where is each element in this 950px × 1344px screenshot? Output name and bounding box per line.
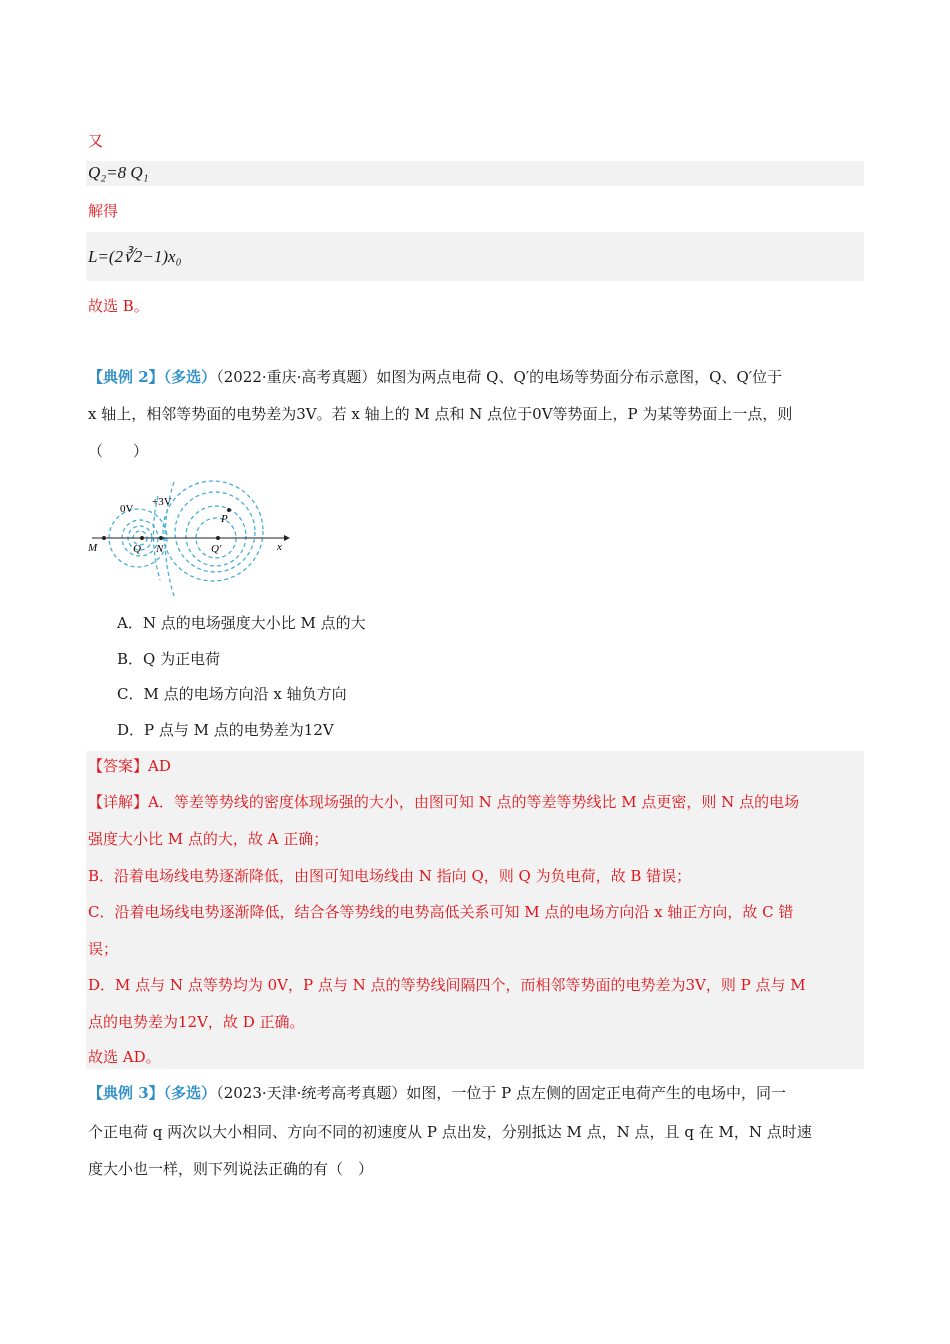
option-c-letter: C． <box>117 685 144 703</box>
label-q: Q <box>133 543 141 555</box>
equation-L: L=(2∛2−1)x₀ <box>88 247 182 266</box>
equation-box-2 <box>86 232 864 281</box>
ex2-tag: 【典例 2】 <box>88 368 164 386</box>
point-p <box>227 508 231 512</box>
equipotential-figure <box>86 476 296 600</box>
ex2-stem1: 如图为两点电荷 Q、Q′的电场等势面分布示意图，Q、Q′位于 <box>376 368 783 386</box>
ex3-tag: 【典例 3】 <box>88 1084 164 1102</box>
detail-line-1 <box>88 792 799 812</box>
eq-line-qp-2 <box>186 506 246 566</box>
point-q <box>140 536 144 540</box>
detail-tag: 【详解】 <box>88 793 149 811</box>
ex3-stem1: 如图，一位于 P 点左侧的固定正电荷产生的电场中，同一 <box>406 1084 787 1102</box>
option-c <box>117 684 347 704</box>
ex3-multi: （多选） <box>163 1084 217 1102</box>
ex3-stem-line2: 个正电荷 q 两次以大小相同、方向不同的初速度从 P 点出发，分别抵达 M 点，N 点，且 q 在 M，N 点时速 <box>88 1123 812 1141</box>
equation-q2: Q₂=8 Q₁ <box>88 163 149 182</box>
answer-tag: 【答案】 <box>88 757 149 775</box>
label-x: x <box>277 541 282 553</box>
option-a <box>117 613 366 633</box>
ex3-source: （2023·天津·统考高考真题） <box>216 1084 407 1102</box>
option-b <box>117 649 220 669</box>
ex2-multi: （多选） <box>163 368 217 386</box>
text-you: 又 <box>88 132 104 150</box>
equation-box-1 <box>86 161 864 186</box>
detail-line-6: D．M 点与 N 点等势均为 0V，P 点与 N 点的等势线间隔四个，而相邻等势面的电势差为3V，则 P 点与 M <box>88 976 806 994</box>
text-jiede: 解得 <box>88 202 119 220</box>
ex2-stem-line1 <box>88 367 782 387</box>
answer-value: AD <box>148 757 171 775</box>
option-b-letter: B． <box>117 650 144 668</box>
option-a-letter: A． <box>117 614 143 632</box>
option-d <box>117 720 334 740</box>
detail-line-8: 故选 AD。 <box>88 1048 161 1066</box>
detail-line-2: 强度大小比 M 点的大，故 A 正确； <box>88 830 329 848</box>
point-qp <box>216 536 220 540</box>
point-n <box>159 536 163 540</box>
label-n: N <box>156 543 164 555</box>
label-qp: Q′ <box>211 543 222 555</box>
label-3v: +3V <box>152 496 172 508</box>
option-d-letter: D． <box>117 721 145 739</box>
detail-line-4: C．沿着电场线电势逐渐降低，结合各等势线的电势高低关系可知 M 点的电场方向沿 x 轴正方向，故 C 错 <box>88 903 794 921</box>
label-m: M <box>88 542 98 554</box>
answer-line <box>88 756 171 776</box>
option-d-text: P 点与 M 点的电势差为12V <box>144 721 334 739</box>
label-0v: 0V <box>120 503 134 515</box>
option-a-text: N 点的电场强度大小比 M 点的大 <box>142 614 366 632</box>
ex3-stem-line1 <box>88 1083 786 1103</box>
text-choose-b: 故选 B。 <box>88 297 149 315</box>
detail-text-1: A．等差等势线的密度体现场强的大小，由图可知 N 点的等差等势线比 M 点更密，则 N 点的电场 <box>148 793 800 811</box>
detail-line-3: B．沿着电场线电势逐渐降低，由图可知电场线由 N 指向 Q，则 Q 为负电荷，故 B 错误； <box>88 867 692 885</box>
option-c-text: M 点的电场方向沿 x 轴负方向 <box>143 685 347 703</box>
eq-line-qp-3 <box>175 492 255 572</box>
detail-line-7: 点的电势差为12V，故 D 正确。 <box>88 1013 305 1031</box>
ex2-stem-line2: x 轴上，相邻等势面的电势差为3V。若 x 轴上的 M 点和 N 点位于0V等势面上，P 为某等势面上一点，则 <box>88 405 793 423</box>
x-axis-arrow <box>284 535 290 541</box>
ex3-stem-line3: 度大小也一样，则下列说法正确的有（ ） <box>88 1160 374 1178</box>
detail-line-5: 误； <box>88 940 119 958</box>
point-m <box>102 536 106 540</box>
ex2-source: （2022·重庆·高考真题） <box>216 368 377 386</box>
option-b-text: Q 为正电荷 <box>143 650 221 668</box>
label-p: P <box>221 513 228 525</box>
ex2-blank: （ ） <box>88 442 149 460</box>
